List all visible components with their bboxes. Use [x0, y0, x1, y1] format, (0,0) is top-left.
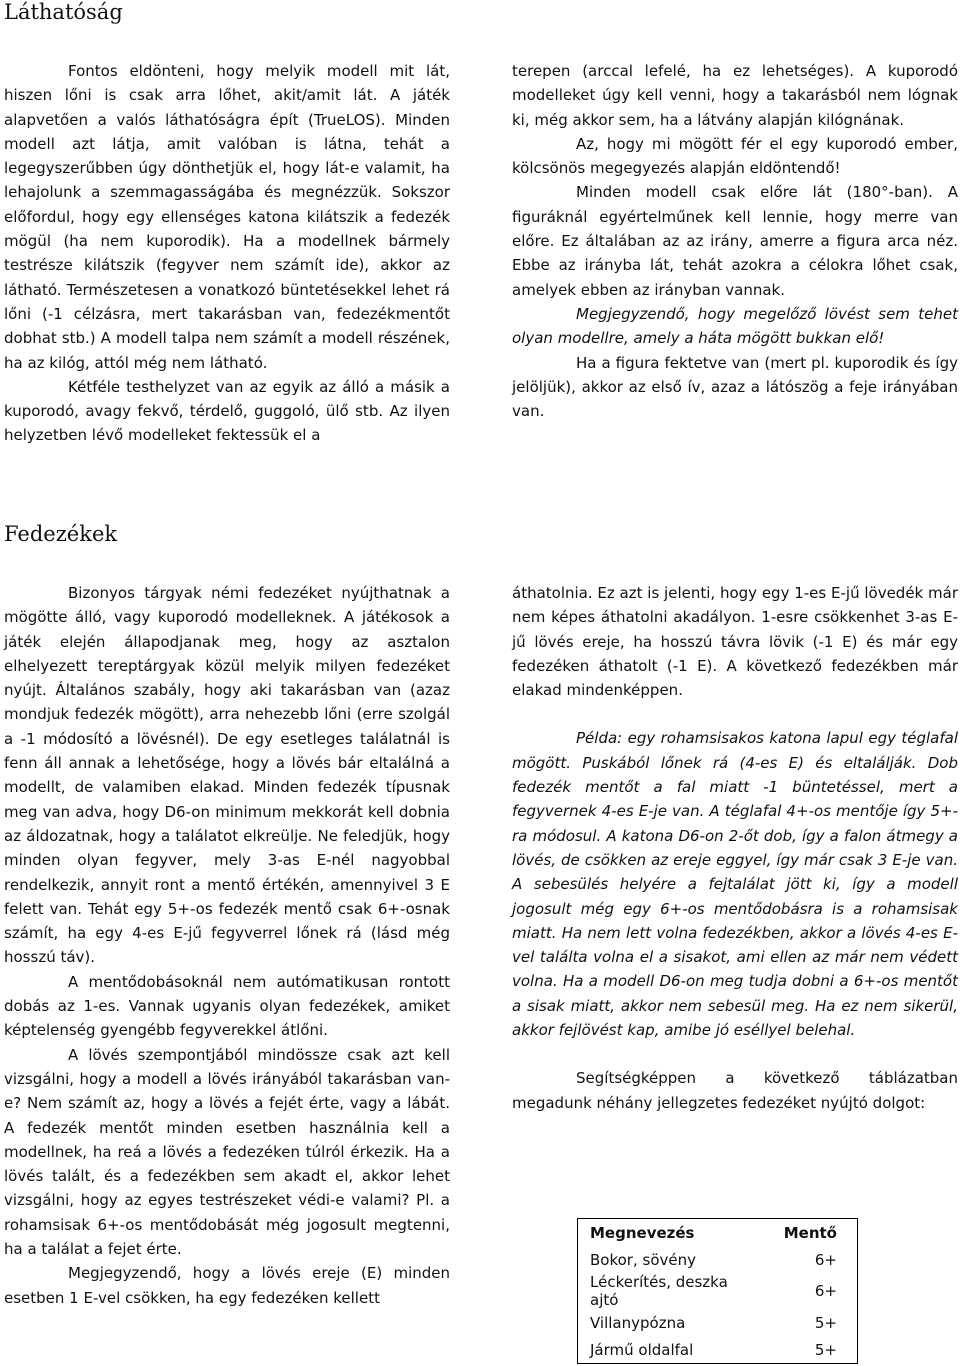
table-row [578, 1273, 858, 1309]
paragraph: áthatolnia. Ez azt is jelenti, hogy egy 1-es E-jű lövedék már nem képes áthatolni akadályon. 1-esre csökkenhet 3-as E-jű lövés ereje, ha hosszú távra lövik (-1 E) és már egy fedezéken áthatolt (-1 E). A következő fedezékben már elakad mindenképpen. [512, 584, 958, 700]
paragraph: Megjegyzendő, hogy a lövés ereje (E) minden esetben 1 E-vel csökken, ha egy fedezéken kellett [4, 1264, 450, 1307]
table-cell-save: 6+ [814, 1282, 837, 1300]
paragraph: Az, hogy mi mögött fér el egy kuporodó ember, kölcsönös megegyezés alapján eldöntendő! [512, 134, 958, 178]
table-header-row [578, 1219, 858, 1247]
paragraph: Segítségképpen a következő táblázatban megadunk néhány jellegzetes fedezéket nyújtó dolgot: [512, 1069, 958, 1112]
paragraph: Fontos eldönteni, hogy melyik modell mit lát, hiszen lőni is csak arra lőhet, akit/amit lát. A játék alapvetően a valós láthatóságra épít (TrueLOS). Minden modell azt látja, amit valóban is látna, tehát a legegyszerűbben úgy dönthetjük el, hogy lát-e valamit, ha lehajolunk a szemmagasságába és megnézzük. Sokszor előfordul, hogy egy ellenséges katona kilátszik a fedezék mögül (ha nem kuporodik). Ha a modellnek bármely testrésze kilátszik (fegyver nem számít ide), akkor az látható. Természetesen a vonatkozó büntetésekkel lehet rá lőni (-1 célzásra, mert takarásban van, fedezékmentőt dobhat stb.) A modell talpa nem számít a modell részének, ha az kilóg, attól még nem látható. [4, 62, 450, 372]
example-paragraph: Példa: egy rohamsisakos katona lapul egy téglafal mögött. Puskából lőnek rá (4-es E) és eltalálják. Dob fedezék mentőt a fal miatt -1 büntetéssel, mert a fegyvernek 4-es E-je van. A téglafal 4+-os mentője így 5+-ra módosul. A katona D6-on 2-őt dob, így a falon átmegy a lövés, de csökken az ereje eggyel, így már csak 3 E-je van. A sebesülés helyére a fejtalálat jött ki, így a modell jogosult még egy 6+-os mentődobásra is a rohamsisak miatt. Ha nem lett volna fedezékben, akkor a lövés 4-es E-vel találta volna el a sisakot, ami ellen az már nem védett volna. Ha a modell D6-on meg tudja dobni a 6+-os mentőt a sisak miatt, akkor nem sebesül meg. Ha ez nem sikerül, akkor fejlövést kap, amibe jó eséllyel belehal. [512, 729, 958, 1040]
table-cell-save: 6+ [814, 1250, 837, 1269]
cover-right-column [512, 581, 958, 1115]
note-paragraph: Megjegyzendő, hogy megelőző lövést sem tehet olyan modellre, amely a háta mögött bukkan elő! [512, 304, 958, 348]
cover-table [577, 1218, 858, 1364]
paragraph: A mentődobásoknál nem autómatikusan rontott dobás az 1-es. Vannak ugyanis olyan fedezékek, amiket képtelenség gyengébb fegyverekkel átlőni. [4, 972, 450, 1040]
table-header-save: Mentő [783, 1223, 837, 1242]
paragraph: Ha a figura fektetve van (mert pl. kuporodik és így jelöljük), akkor az első ív, azaz a látószög a feje irányában van. [512, 353, 958, 421]
paragraph: A lövés szempontjából mindössze csak azt kell vizsgálni, hogy a modell a lövés irányából takarásban van-e? Nem számít az, hogy a lövés a fejét érte, vagy a lábát. A fedezék mentőt minden esetben használnia kell a modellnek, ha reá a lövés a fedezéken túlról érkezik. Ha a lövés talált, és a fedezékben sem akadt el, akkor lehet vizsgálni, hogy az egyes testrészeket védi-e valami? Pl. a rohamsisak 6+-os mentődobását még jogosult megtenni, ha a találat a fejet érte. [4, 1045, 450, 1259]
visibility-right-column [512, 59, 958, 423]
table-row [578, 1336, 858, 1364]
table-row [578, 1246, 858, 1273]
table-cell-save: 5+ [814, 1313, 837, 1332]
table-cell-name: Villanypózna [590, 1313, 686, 1332]
paragraph: Bizonyos tárgyak némi fedezéket nyújthatnak a mögötte álló, vagy kuporodó modelleknek. A játékosok a játék elején állapodjanak meg, hogy az asztalon elhelyezett tereptárgyak közül melyik milyen fedezéket nyújt. Általános szabály, hogy aki takarásban van (azaz mondjuk fedezék mögött), arra nehezebb lőni (erre szolgál a -1 módosító a lövésnél). De egy esetleges találatnál is fenn áll annak a lehetősége, hogy a lövés bár eltalálná a modellt, de valamiben elakad. Minden fedezék típusnak meg van adva, hogy D6-on minimum mekkorát kell dobnia az áldozatnak, hogy a találatot elkreülje. Ne feledjük, hogy minden olyan fegyver, mely 3-as E-nél nagyobbal rendelkezik, annyit ront a mentő értékén, amennyivel 3 E felett van. Tehát egy 5+-os fedezék mentő csak 6+-osnak számít, ha egy 4-es E-jű fegyverrel lőnek rá (lásd még hosszú táv). [4, 584, 450, 967]
table-cell-name: Léckerítés, deszka ajtó [590, 1273, 728, 1309]
table-row [578, 1309, 858, 1336]
table-cell-name: Bokor, sövény [590, 1250, 696, 1269]
section-title-visibility: Láthatóság [4, 0, 123, 24]
table-cell-save: 5+ [814, 1340, 837, 1359]
cover-left-column [4, 581, 450, 1310]
section-title-cover: Fedezékek [4, 522, 118, 546]
paragraph: terepen (arccal lefelé, ha ez lehetséges). A kuporodó modelleket úgy kell venni, hogy a takarásból nem lógnak ki, még akkor sem, ha a látvány alapján kilógnának. [512, 62, 958, 129]
paragraph: Kétféle testhelyzet van az egyik az álló a másik a kuporodó, avagy fekvő, térdelő, guggoló, ülő stb. Az ilyen helyzetben lévő modelleket fektessük el a [4, 377, 450, 445]
table-cell-name: Jármű oldalfal [590, 1340, 694, 1359]
table-header-name: Megnevezés [590, 1223, 695, 1242]
visibility-left-column [4, 59, 450, 448]
paragraph: Minden modell csak előre lát (180°-ban). A figuráknál egyértelműnek kell lennie, hogy merre van előre. Ez általában az az irány, amerre a figura arca néz. Ebbe az irányba lát, tehát azokra a célokra lőhet csak, amelyek ebben az irányban vannak. [512, 183, 958, 299]
